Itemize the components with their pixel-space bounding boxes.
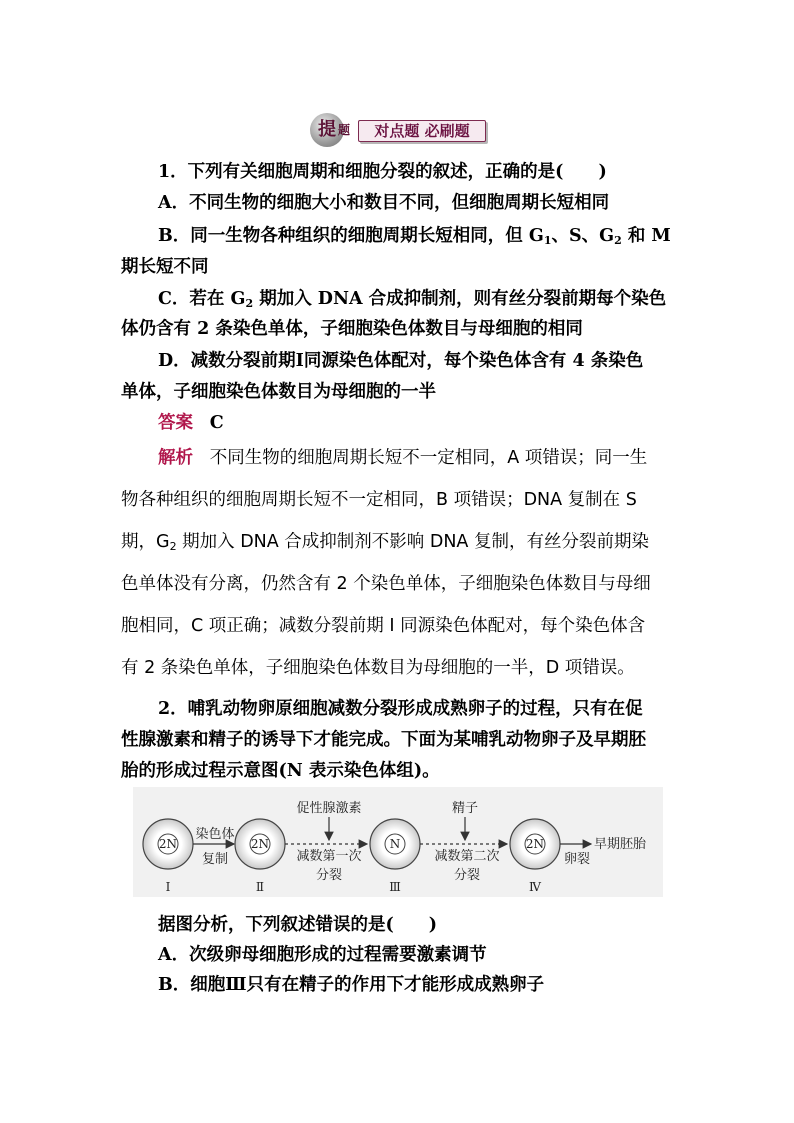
step2-line1: 减数第一次 (296, 849, 362, 864)
q2-stem-line3: 胎的形成过程示意图(N 表示染色体组)。 (121, 761, 440, 781)
cell-4 (510, 819, 560, 894)
q1-option-a: A．不同生物的细胞大小和数目不同，但细胞周期长短相同 (158, 193, 610, 213)
cell-3-label: N (389, 837, 401, 851)
cell-1-label: 2N (158, 837, 178, 851)
step2-line2: 分裂 (315, 868, 343, 883)
cell-4-label: 2N (525, 837, 545, 851)
step1-bottom: 复制 (201, 852, 229, 867)
cell-1-numeral: Ⅰ (165, 880, 171, 894)
q1-stem: 1．下列有关细胞周期和细胞分裂的叙述，正确的是( ) (158, 162, 607, 182)
q1-option-c-line2: 体仍含有 2 条染色单体，子细胞染色体数目与母细胞的相同 (121, 319, 583, 339)
q2-prompt: 据图分析，下列叙述错误的是( ) (158, 915, 438, 935)
cell-2-numeral: Ⅱ (255, 880, 265, 894)
cell-3-numeral: Ⅲ (389, 880, 401, 894)
banner-tag: 题 (338, 123, 351, 137)
q1-answer (158, 411, 224, 435)
section-banner (310, 113, 486, 143)
banner-label: 对点题 必刷题 (374, 122, 470, 140)
cell-4-numeral: Ⅳ (529, 880, 541, 894)
hormone-label: 促性腺激素 (296, 801, 362, 816)
cell-2 (235, 819, 285, 894)
q1-option-b-line2: 期长短不同 (121, 257, 209, 277)
q2-option-a: A．次级卵母细胞形成的过程需要激素调节 (158, 945, 487, 965)
cell-2-label: 2N (250, 837, 270, 851)
q1-analysis-line6: 有 2 条染色单体，子细胞染色体数目为母细胞的一半，D 项错误。 (121, 658, 635, 678)
step1-top: 染色体 (195, 827, 235, 842)
q1-analysis-line1: 解析 不同生物的细胞周期长短不一定相同，A 项错误；同一生 (158, 448, 648, 468)
q2-stem-line2: 性腺激素和精子的诱导下才能完成。下面为某哺乳动物卵子及早期胚 (121, 730, 646, 750)
analysis-label: 解析 (158, 448, 193, 468)
q1-analysis-line3: 期，$G_2$ 期加入 DNA 合成抑制剂不影响 DNA 复制，有丝分裂前期染 (121, 532, 649, 553)
banner-box (358, 120, 486, 142)
process-diagram-svg (133, 787, 663, 897)
q1-analysis-line2: 物各种组织的细胞周期长短不一定相同，B 项错误；DNA 复制在 S (121, 490, 637, 510)
q1-option-d-line2: 单体，子细胞染色体数目为母细胞的一半 (121, 382, 436, 402)
sperm-label: 精子 (451, 801, 479, 816)
step3-line1: 减数第二次 (434, 849, 500, 864)
q2-stem-line1: 2．哺乳动物卵原细胞减数分裂形成成熟卵子的过程，只有在促 (158, 699, 643, 719)
step4-label: 卵裂 (563, 852, 591, 867)
q1-option-b-line1: B．同一生物各种组织的细胞周期长短相同，但 $G_1$、S、$G_2$ 和 M (158, 226, 671, 247)
q1-analysis-line5: 胞相同，C 项正确；减数分裂前期 I 同源染色体配对，每个染色体含 (121, 616, 646, 636)
answer-value: C (209, 413, 224, 433)
step3-line2: 分裂 (453, 868, 481, 883)
q1-analysis-line4: 色单体没有分离，仍然含有 2 个染色单体，子细胞染色体数目与母细 (121, 574, 651, 594)
q1-option-d-line1: D．减数分裂前期Ⅰ同源染色体配对，每个染色体含有 4 条染色 (158, 351, 644, 371)
seal-icon: 提 (310, 113, 344, 147)
result-label: 早期胚胎 (594, 837, 647, 852)
cell-1 (143, 819, 193, 894)
q2-option-b: B．细胞Ⅲ只有在精子的作用下才能形成成熟卵子 (158, 975, 545, 995)
q1-option-c-line1: C．若在 $G_2$ 期加入 DNA 合成抑制剂，则有丝分裂前期每个染色 (158, 289, 667, 310)
answer-label: 答案 (158, 413, 193, 433)
cell-3 (370, 819, 420, 894)
oogenesis-diagram (133, 787, 663, 897)
